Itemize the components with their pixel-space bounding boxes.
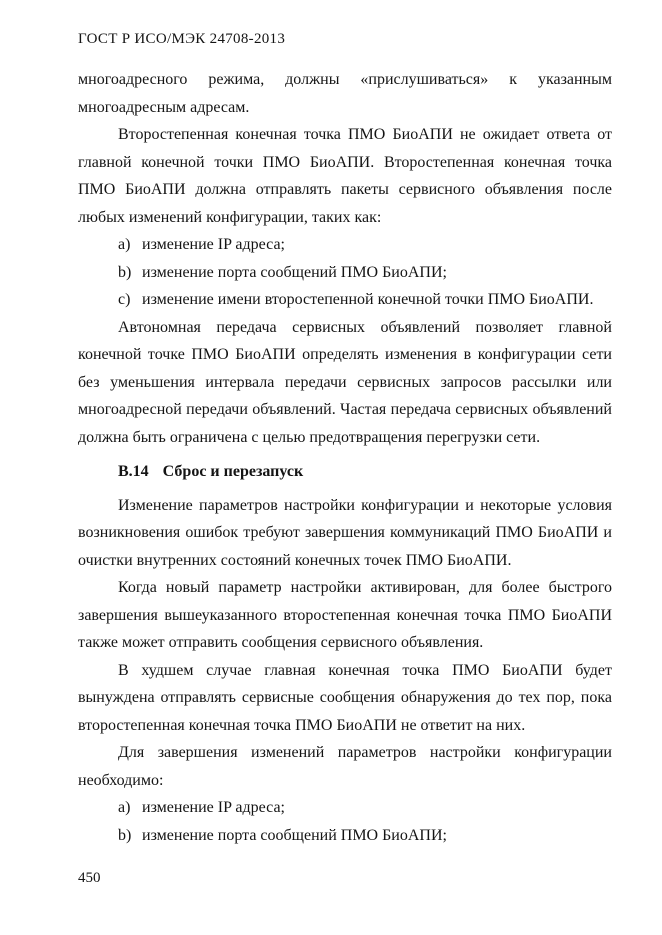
paragraph-new-param: Когда новый параметр настройки активирован, для более быстрого завершения вышеуказанного второстепенная конечная точка ПМО БиоАПИ также может отправить сообщения сервисного объявления. [78, 579, 612, 651]
list-marker: a) [118, 236, 131, 253]
document-header: ГОСТ Р ИСО/МЭК 24708-2013 [78, 31, 286, 47]
list-marker: c) [118, 291, 131, 308]
section-heading-title: Сброс и перезапуск [162, 463, 304, 480]
paragraph-change-params: Изменение параметров настройки конфигурации и некоторые условия возникновения ошибок требуют завершения коммуникаций ПМО БиоАПИ и очистки внутренних состояний конечных точек ПМО БиоАПИ. [78, 496, 612, 569]
page-number: 450 [78, 870, 101, 886]
paragraph-autonomous: Автономная передача сервисных объявлений позволяет главной конечной точке ПМО БиоАПИ определять изменения в конфигурации сети без уменьшения интервала передачи сервисных запросов рассылки или многоадресной передачи объявлений. Частая передача сервисных объявлений должна быть ограничена с целью предотвращения перегрузки сети. [78, 318, 612, 446]
paragraph-secondary-endpoint: Второстепенная конечная точка ПМО БиоАПИ не ожидает ответа от главной конечной точки ПМО БиоАПИ. Второстепенная конечная точка ПМО БиоАПИ должна отправлять пакеты сервисного объявления после любых изменений конфигурации, таких как: [78, 126, 612, 226]
list-marker: b) [118, 826, 132, 844]
paragraph-worst-case: В худшем случае главная конечная точка ПМО БиоАПИ будет вынуждена отправлять сервисные сообщения обнаружения до тех пор, пока второстепенная конечная точка ПМО БиоАПИ не ответит на них. [78, 661, 612, 734]
list-item [78, 822, 612, 850]
list-item-text: изменение имени второстепенной конечной точки ПМО БиоАПИ. [142, 291, 594, 308]
document-body [78, 66, 612, 849]
paragraph-intro: многоадресного режима, должны «прислушиваться» к указанным многоадресным адресам. [78, 71, 612, 116]
list-item [78, 286, 612, 314]
list-item [78, 231, 612, 259]
list-marker: a) [118, 799, 131, 816]
section-heading-number: В.14 [118, 463, 149, 480]
paragraph-completion: Для завершения изменений параметров настройки конфигурации необходимо: [78, 744, 612, 789]
list-completion [78, 794, 612, 849]
section-heading [78, 458, 612, 486]
list-marker: b) [118, 263, 132, 281]
list-item [78, 794, 612, 822]
list-item-text: изменение IP адреса; [142, 799, 285, 816]
list-item-text: изменение порта сообщений ПМО БиоАПИ; [142, 826, 447, 844]
list-item-text: изменение IP адреса; [142, 236, 285, 253]
list-item [78, 259, 612, 287]
list-config-changes [78, 231, 612, 314]
list-item-text: изменение порта сообщений ПМО БиоАПИ; [142, 263, 447, 281]
